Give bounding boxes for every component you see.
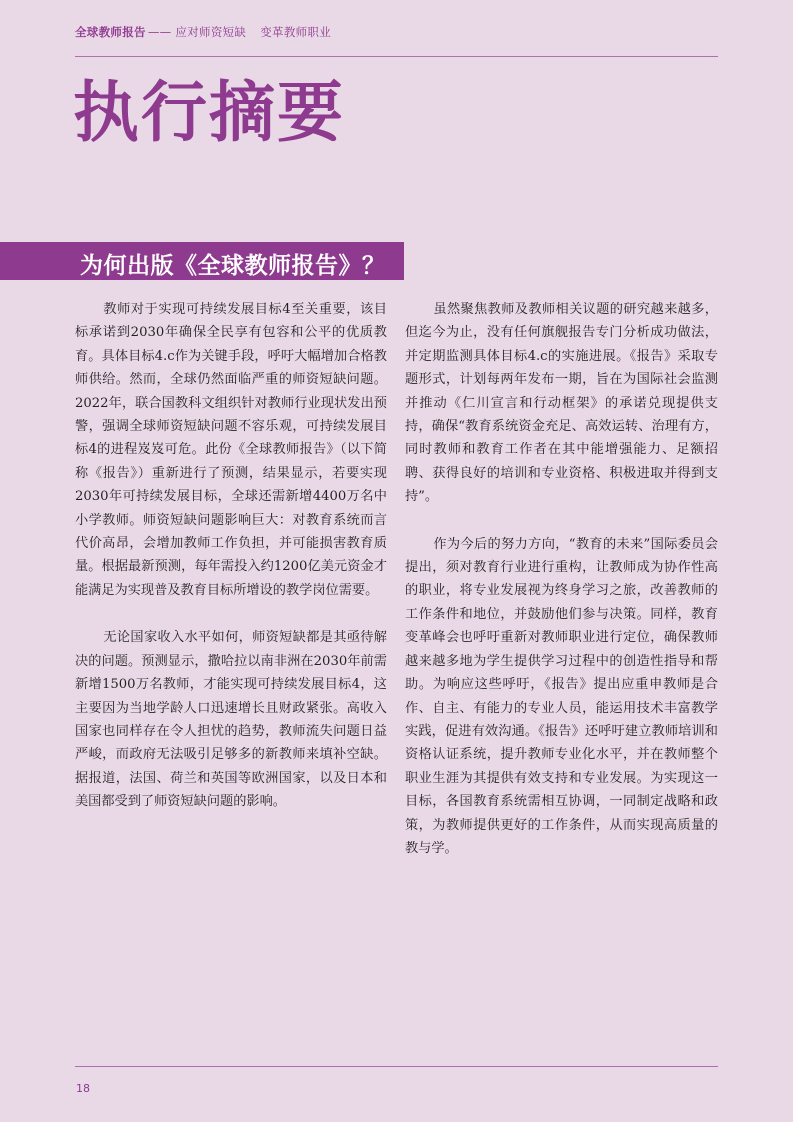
header-subtitle-1: 应对师资短缺 <box>175 25 247 39</box>
page-number: 18 <box>76 1082 90 1095</box>
header-divider <box>75 56 718 57</box>
right-paragraph-2: 作为今后的努力方向，“教育的未来”国际委员会提出，须对教育行业进行重构，让教师成为协作性高的职业，将专业发展视为终身学习之旅，改善教师的工作条件和地位，并鼓励他们参与决策。同样，教育变革峰会也呼吁重新对教师职业进行定位，确保教师越来越多地为学生提供学习过程中的创造性指导和帮助。为响应这些呼吁，《报告》提出应重申教师是合作、自主、有能力的专业人员，能运用技术丰富教学实践，促进有效沟通。《报告》还呼吁建立教师培训和资格认证系统，提升教师专业化水平，并在教师整个职业生涯为其提供有效支持和专业发展。为实现这一目标，各国教育系统需相互协调，一同制定战略和政策，为教师提供更好的工作条件，从而实现高质量的教与学。 <box>405 536 718 856</box>
left-column <box>75 298 387 838</box>
running-header <box>75 24 331 40</box>
right-paragraph-1: 虽然聚焦教师及教师相关议题的研究越来越多，但迄今为止，没有任何旗舰报告专门分析成功做法，并定期监测具体目标4.c的实施进展。《报告》采取专题形式，计划每两年发布一期，旨在为国际社会监测并推动《仁川宣言和行动框架》的承诺兑现提供支持，确保“教育系统资金充足、高效运转、治理有方，同时教师和教育工作者在其中能增强能力、足额招聘、获得良好的培训和专业资格、积极进取并得到支持”。 <box>405 302 718 505</box>
page-title: 执行摘要 <box>73 74 345 151</box>
right-column <box>405 298 718 884</box>
header-report-title: 全球教师报告 <box>75 25 146 39</box>
header-separator: —— <box>147 25 172 39</box>
section-title: 为何出版《全球教师报告》？ <box>80 253 386 279</box>
header-subtitle-2: 变革教师职业 <box>260 25 332 39</box>
footer-divider <box>75 1066 718 1067</box>
left-paragraph-2: 无论国家收入水平如何，师资短缺都是其亟待解决的问题。预测显示，撒哈拉以南非洲在2030年前需新增1500万名教师，才能实现可持续发展目标4，这主要因为当地学龄人口迅速增长且财政紧张。高收入国家也同样存在令人担忧的趋势，教师流失问题日益严峻，而政府无法吸引足够多的新教师来填补空缺。据报道，法国、荷兰和英国等欧洲国家，以及日本和美国都受到了师资短缺问题的影响。 <box>75 630 387 810</box>
left-paragraph-1: 教师对于实现可持续发展目标4至关重要，该目标承诺到2030年确保全民享有包容和公平的优质教育。具体目标4.c作为关键手段，呼吁大幅增加合格教师供给。然而，全球仍然面临严重的师资短缺问题。2022年，联合国教科文组织针对教师行业现状发出预警，强调全球师资短缺问题不容乐观，可持续发展目标4的进程岌岌可危。此份《全球教师报告》（以下简称《报告》）重新进行了预测，结果显示，若要实现2030年可持续发展目标，全球还需新增4400万名中小学教师。师资短缺问题影响巨大：对教育系统而言代价高昂，会增加教师工作负担，并可能损害教育质量。根据最新预测，每年需投入约1200亿美元资金才能满足为实现普及教育目标所增设的教学岗位需要。 <box>75 302 387 598</box>
section-heading-band <box>0 242 404 280</box>
